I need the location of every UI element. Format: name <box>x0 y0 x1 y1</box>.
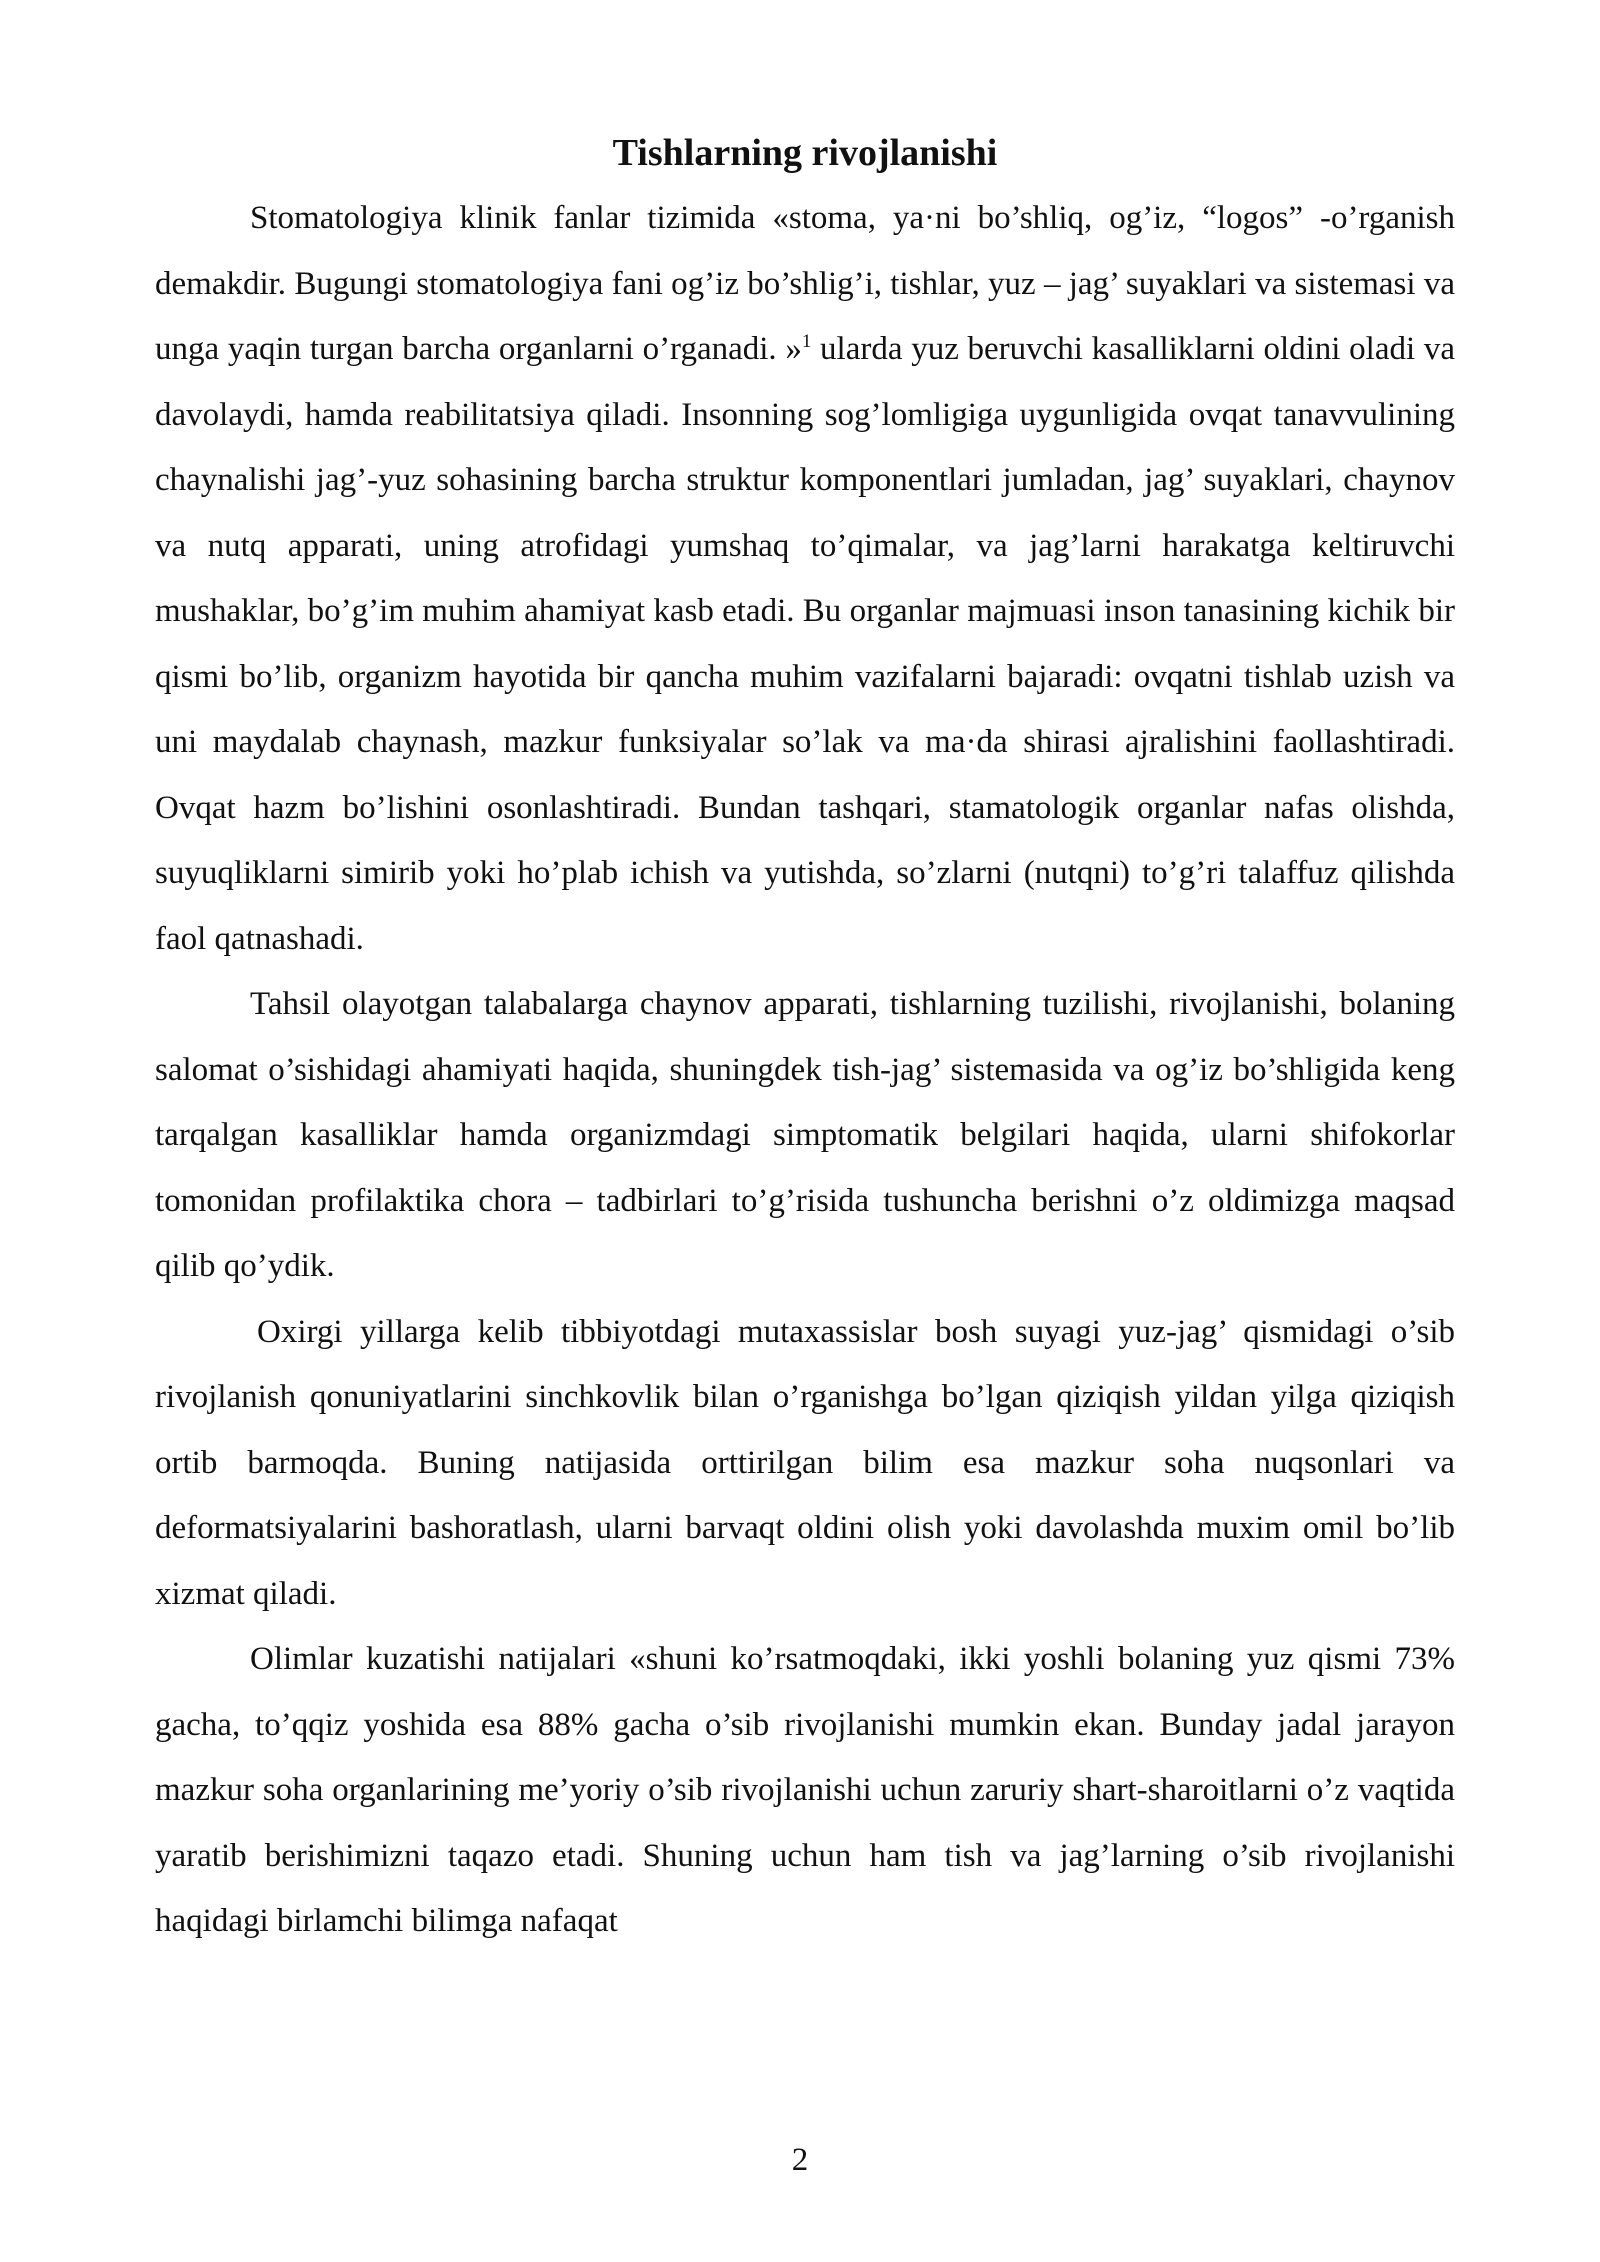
paragraph-text-continued: ularda yuz beruvchi kasalliklarni oldini oladi va davolaydi, hamda reabilitatsiya qiladi. Insonning sog’lomligiga uygunligida ovqat tanavvulining chaynalishi jag’-yuz sohasining barcha struktur komponentlari jumladan, jag’ suyaklari, chaynov va nutq apparati, uning atrofidagi yumshaq to’qimalar, va jag’larni harakatga keltiruvchi mushaklar, bo’g’im muhim ahamiyat kasb etadi. Bu organlar majmuasi inson tanasining kichik bir qismi bo’lib, organizm hayotida bir qancha muhim vazifalarni bajaradi: ovqatni tishlab uzish va uni maydalab chaynash, mazkur funksiyalar so’lak va ma·da shirasi ajralishini faollashtiradi. Ovqat hazm bo’lishini osonlashtiradi. Bundan tashqari, stamatologik organlar nafas olishda, suyuqliklarni simirib yoki ho’plab ichish va yutishda, so’zlarni (nutqni) to’g’ri talaffuz qilishda faol qatnashadi. <box>155 331 1455 957</box>
document-page <box>155 128 1455 1955</box>
paragraph-stomatology-intro <box>155 186 1455 972</box>
paragraph-text: Stomatologiya klinik fanlar tizimida «stoma, ya·ni bo’shliq, og’iz, “logos” -o’rganish demakdir. Bugungi stomatologiya fani og’iz bo’shlig’i, tishlar, yuz – jag’ suyaklari va sistemasi va unga yaqin turgan barcha organlarni o’rganadi. » <box>155 200 1455 367</box>
paragraph-recent-years: Oxirgi yillarga kelib tibbiyotdagi mutaxassislar bosh suyagi yuz-jag’ qismidagi o’sib rivojlanish qonuniyatlarini sinchkovlik bilan o’rganishga bo’lgan qiziqish yildan yilga qiziqish ortib barmoqda. Buning natijasida orttirilgan bilim esa mazkur soha nuqsonlari va deformatsiyalarini bashoratlash, ularni barvaqt oldini olish yoki davolashda muxim omil bo’lib xizmat qiladi. <box>155 1313 1455 1612</box>
page-number: 2 <box>791 2142 809 2178</box>
paragraph-scientists-observations: Olimlar kuzatishi natijalari «shuni ko’rsatmoqdaki, ikki yoshli bolaning yuz qismi 73% gacha, to’qqiz yoshida esa 88% gacha o’sib rivojlanishi mumkin ekan. Bunday jadal jarayon mazkur soha organlarining me’yoriy o’sib rivojlanishi uchun zaruriy shart-sharoitlarni o’z vaqtida yaratib berishimizni taqazo etadi. Shuning uchun ham tish va jag’larning o’sib rivojlanishi haqidagi birlamchi bilimga nafaqat <box>155 1641 1455 1939</box>
footnote-marker[interactable]: 1 <box>801 331 812 352</box>
document-title: Tishlarning rivojlanishi <box>612 132 998 174</box>
paragraph-students-goal: Tahsil olayotgan talabalarga chaynov apparati, tishlarning tuzilishi, rivojlanishi, bolaning salomat o’sishidagi ahamiyati haqida, shuningdek tish-jag’ sistemasida va og’iz bo’shligida keng tarqalgan kasalliklar hamda organizmdagi simptomatik belgilari haqida, ularni shifokorlar tomonidan profilaktika chora – tadbirlari to’g’risida tushuncha berishni o’z oldimizga maqsad qilib qo’ydik. <box>155 986 1455 1284</box>
